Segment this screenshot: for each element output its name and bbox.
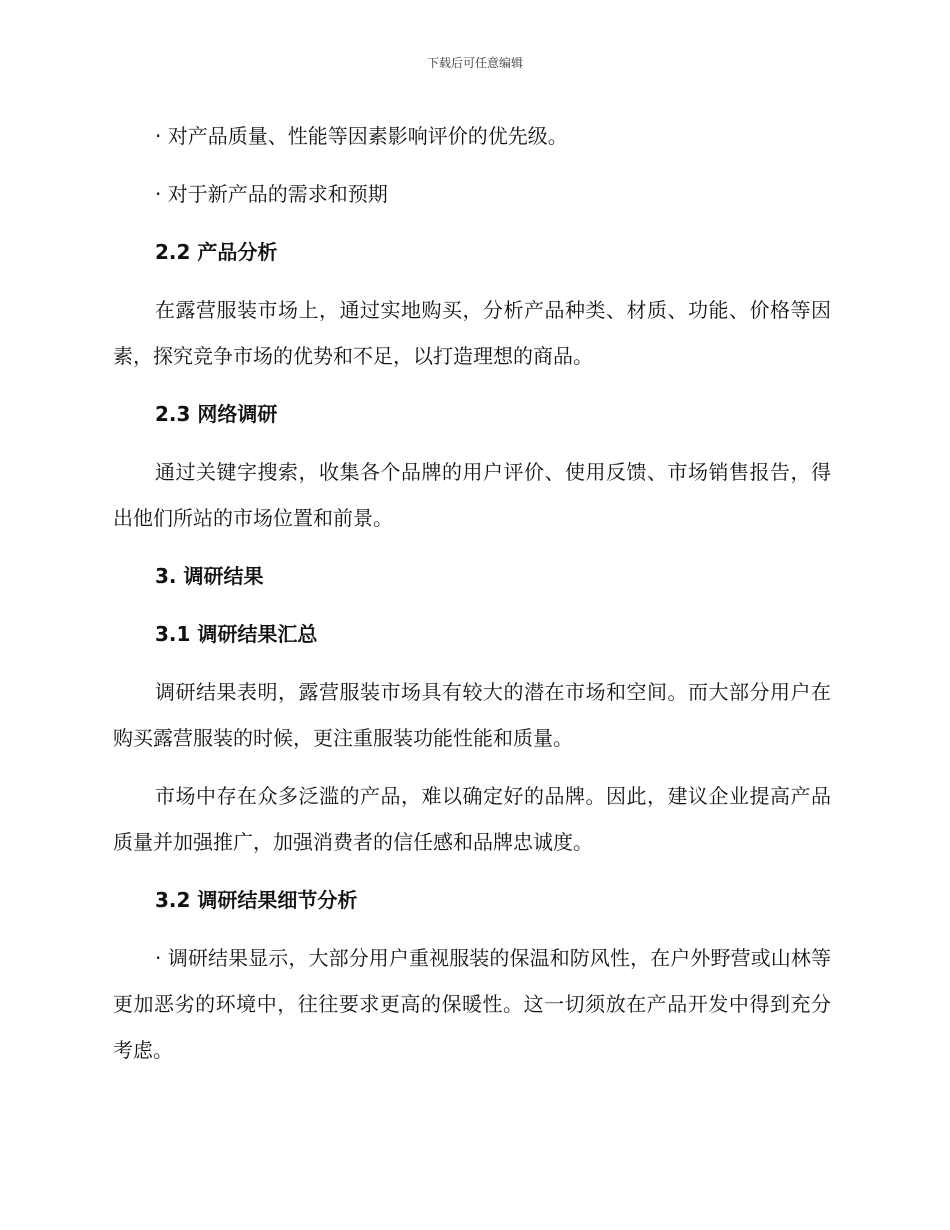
- bullet-detail-analysis: · 调研结果显示，大部分用户重视服装的保温和防风性，在户外野营或山林等更加恶劣的环境中，往往要求更高的保暖性。这一切须放在产品开发中得到充分考虑。: [113, 946, 831, 1062]
- paragraph-summary-1: 调研结果表明，露营服装市场具有较大的潜在市场和空间。而大部分用户在购买露营服装的时候，更注重服装功能性能和质量。: [113, 680, 831, 750]
- heading-2-2: 2.2 产品分析: [155, 240, 278, 264]
- heading-3-2: 3.2 调研结果细节分析: [155, 888, 358, 912]
- page-header: 下载后可任意编辑: [426, 56, 523, 70]
- heading-2-3: 2.3 网络调研: [155, 402, 278, 426]
- bullet-new-product: · 对于新产品的需求和预期: [155, 182, 388, 206]
- paragraph-product-analysis: 在露营服装市场上，通过实地购买，分析产品种类、材质、功能、价格等因素，探究竞争市场的优势和不足，以打造理想的商品。: [113, 298, 831, 368]
- paragraph-online-research: 通过关键字搜索，收集各个品牌的用户评价、使用反馈、市场销售报告，得出他们所站的市场位置和前景。: [113, 460, 831, 530]
- heading-3-1: 3.1 调研结果汇总: [155, 622, 318, 646]
- heading-3: 3. 调研结果: [155, 564, 264, 588]
- document-body: [113, 113, 831, 1073]
- bullet-priority: · 对产品质量、性能等因素影响评价的优先级。: [155, 124, 568, 148]
- paragraph-summary-2: 市场中存在众多泛滥的产品，难以确定好的品牌。因此，建议企业提高产品质量并加强推广，加强消费者的信任感和品牌忠诚度。: [113, 784, 831, 854]
